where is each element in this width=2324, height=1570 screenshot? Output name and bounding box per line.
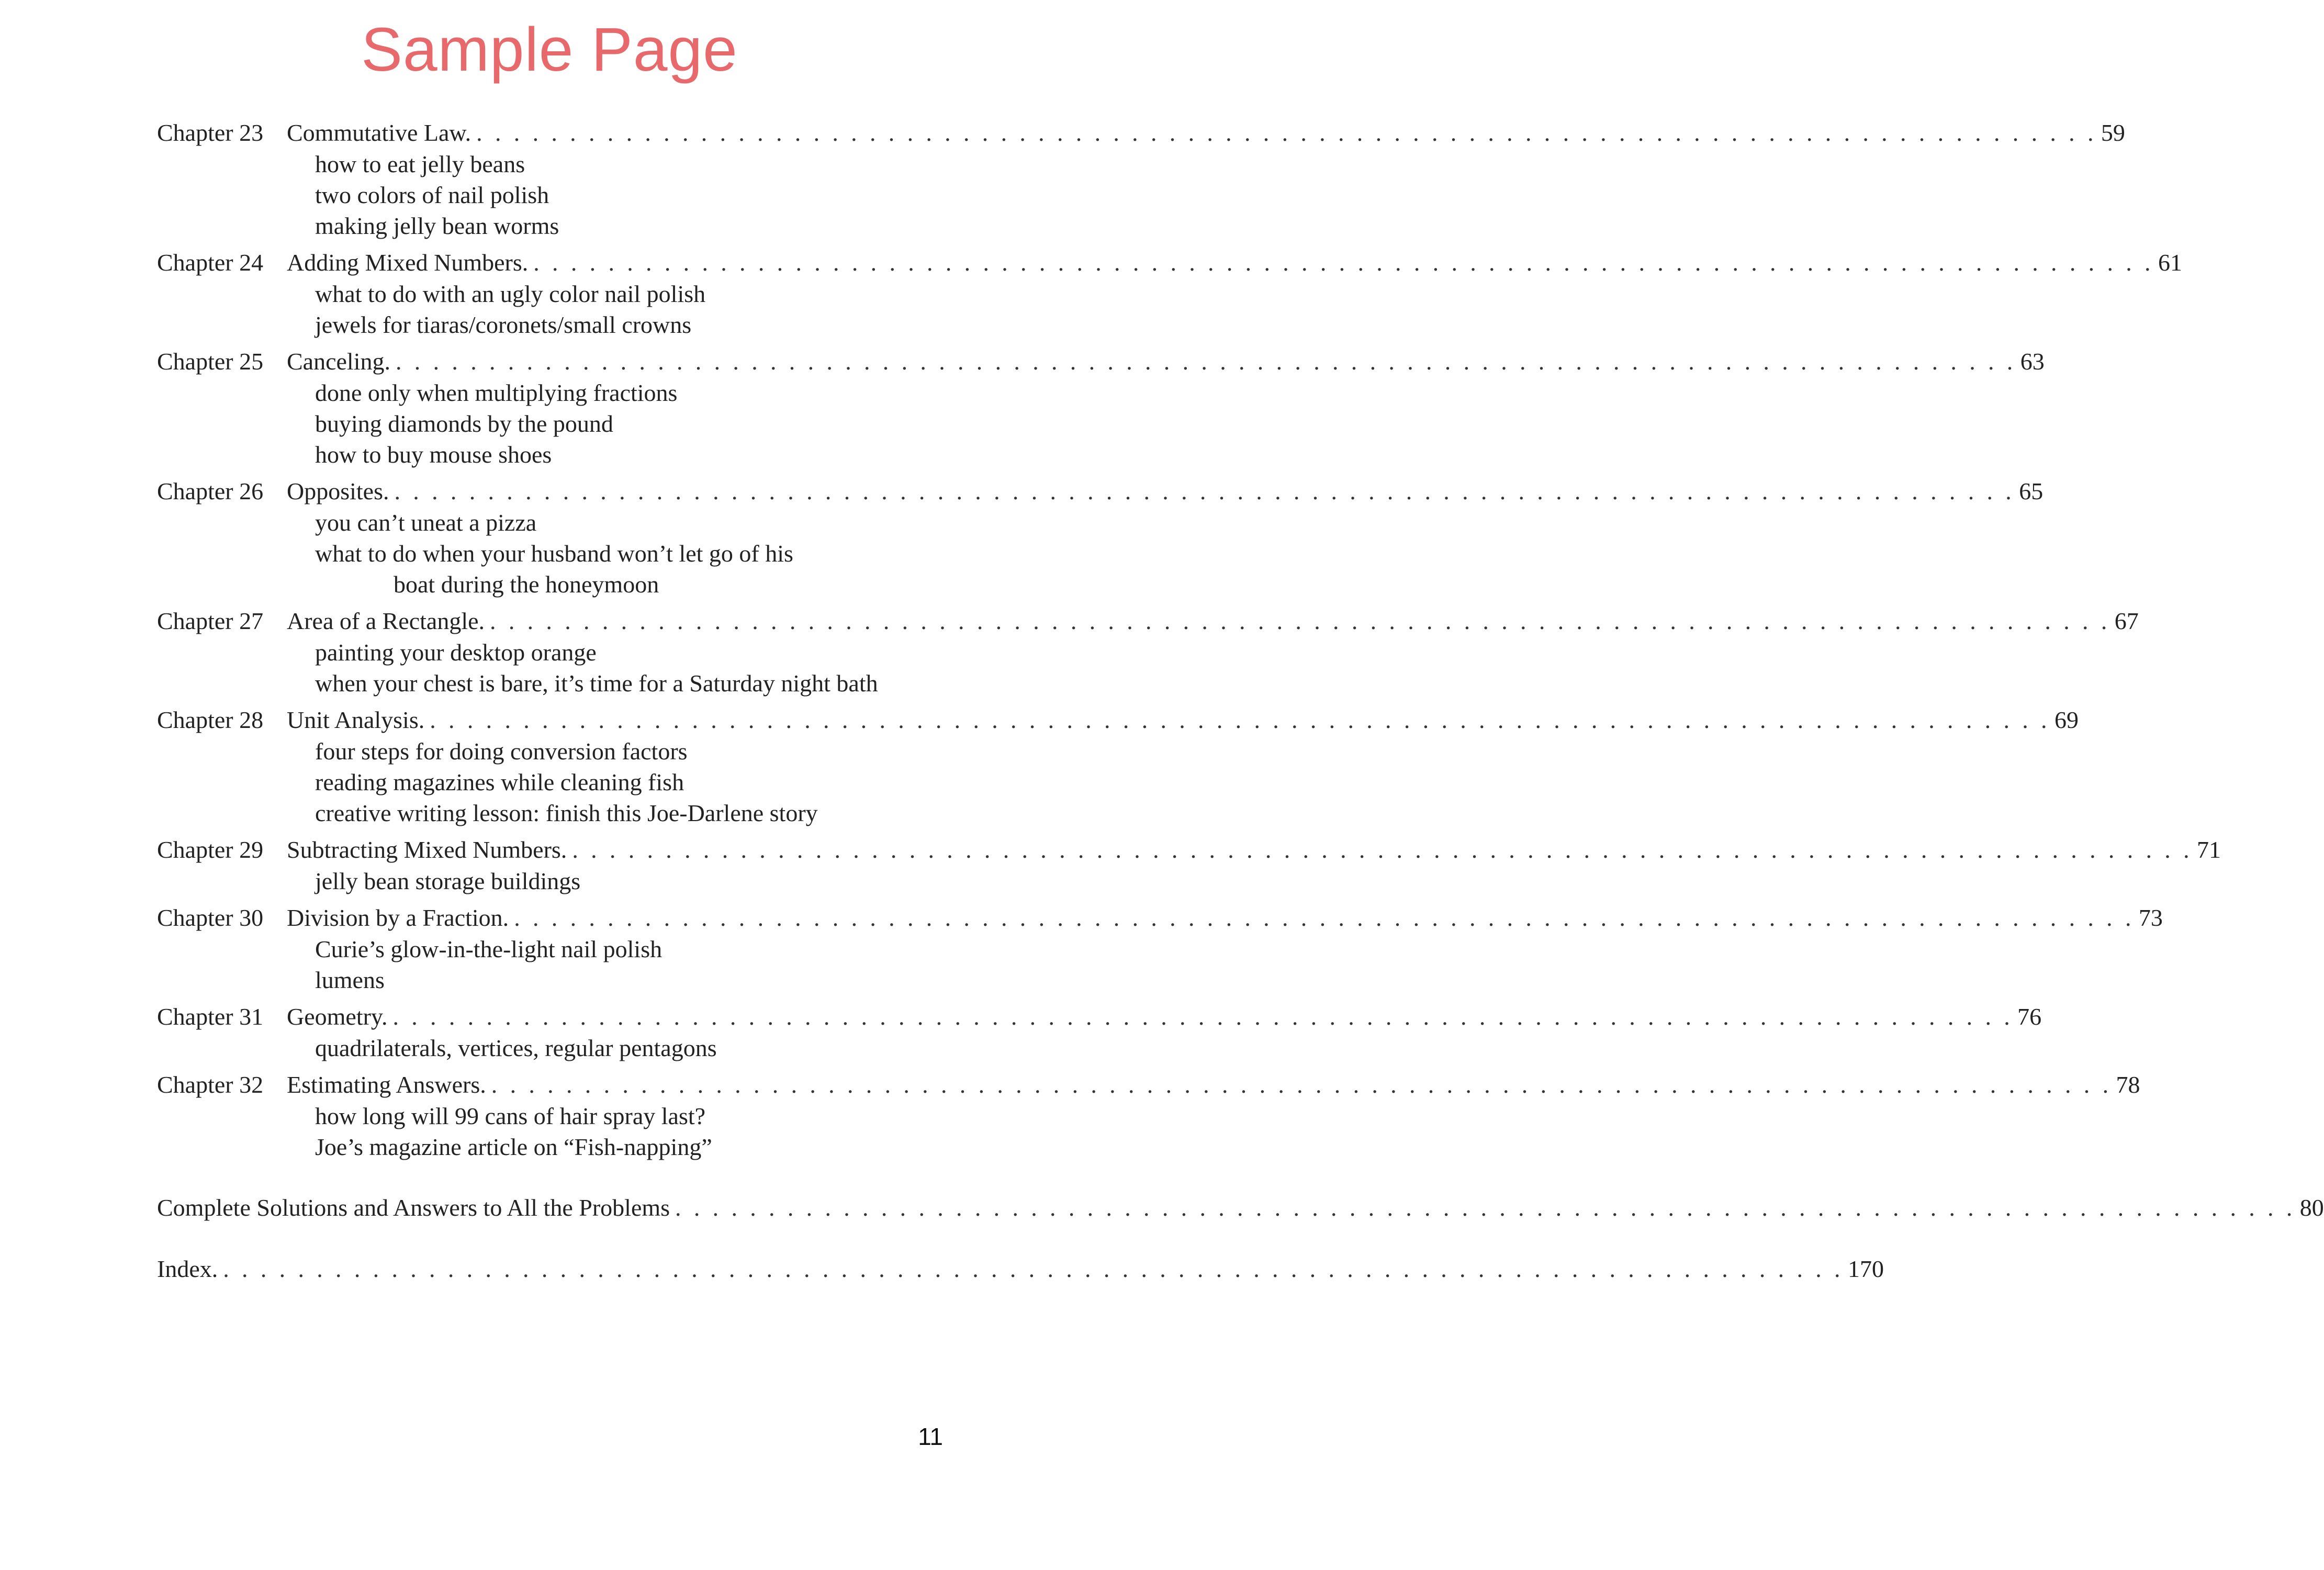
dot-leader: . . . . . . . . . . . . . . . . . . . . . . . . . . . . . . . . . . . . . . . . . . . . . . . . . . . . . . . . . . . . . . . . . . . . . . . . . . . . . . . . . . . . . . . [491, 1071, 2112, 1098]
chapter-number: Chapter 24 [157, 249, 264, 276]
chapter-topic: jelly bean storage buildings [315, 868, 581, 894]
chapter-number: Chapter 31 [157, 1003, 264, 1030]
dot-leader: . . . . . . . . . . . . . . . . . . . . . . . . . . . . . . . . . . . . . . . . . . . . . . . . . . . . . . . . . . . . . . . . . . . . . . . . . . . . . . . . . . . . . . . [223, 1255, 1844, 1282]
dot-leader: . . . . . . . . . . . . . . . . . . . . . . . . . . . . . . . . . . . . . . . . . . . . . . . . . . . . . . . . . . . . . . . . . . . . . . . . . . . . . . . . . . . . . . . [392, 1003, 2014, 1030]
toc-entry-index [157, 1253, 1884, 1285]
chapter-topic: jewels for tiaras/coronets/small crowns [315, 311, 692, 338]
chapter-title: Area of a Rectangle. [287, 608, 485, 634]
chapter-page: 65 [2019, 478, 2044, 504]
chapter-page: 59 [2101, 119, 2125, 146]
toc-entry-heading [157, 1069, 2140, 1101]
chapter-title: Canceling. [287, 348, 390, 375]
chapter-topic: Curie’s glow-in-the-light nail polish [315, 936, 663, 962]
toc-entry-chapter-31 [157, 1001, 2042, 1063]
dot-leader: . . . . . . . . . . . . . . . . . . . . . . . . . . . . . . . . . . . . . . . . . . . . . . . . . . . . . . . . . . . . . . . . . . . . . . . . . . . . . . . . . . . . . . . [514, 904, 2135, 931]
chapter-number: Chapter 29 [157, 836, 264, 863]
index-page: 170 [1847, 1255, 1884, 1282]
toc-entry-heading [157, 902, 2163, 934]
chapter-number: Chapter 28 [157, 706, 264, 733]
chapter-topic: two colors of nail polish [315, 182, 549, 208]
chapter-topic: you can’t uneat a pizza [315, 509, 537, 536]
chapter-topic: done only when multiplying fractions [315, 379, 678, 406]
chapter-number: Chapter 27 [157, 608, 264, 634]
chapter-title: Adding Mixed Numbers. [287, 249, 529, 276]
index-title: Index. [157, 1255, 218, 1282]
chapter-topic: when your chest is bare, it’s time for a Saturday night bath [315, 670, 878, 697]
chapter-topic: how long will 99 cans of hair spray last? [315, 1103, 706, 1129]
solutions-page: 80 [2299, 1194, 2324, 1221]
chapter-topic: making jelly bean worms [315, 212, 559, 239]
chapter-number: Chapter 25 [157, 348, 264, 375]
dot-leader: . . . . . . . . . . . . . . . . . . . . . . . . . . . . . . . . . . . . . . . . . . . . . . . . . . . . . . . . . . . . . . . . . . . . . . . . . . . . . . . . . . . . . . . [396, 348, 2016, 375]
chapter-topic: how to eat jelly beans [315, 151, 525, 177]
chapter-number: Chapter 26 [157, 478, 264, 504]
chapter-topic: what to do when your husband won’t let go of his [315, 540, 793, 567]
toc-entry-chapter-30 [157, 902, 2163, 995]
chapter-topic: how to buy mouse shoes [315, 441, 552, 468]
chapter-topic-continuation: boat during the honeymoon [394, 571, 659, 598]
chapter-title: Subtracting Mixed Numbers. [287, 836, 567, 863]
chapter-number: Chapter 30 [157, 904, 264, 931]
chapter-page: 67 [2114, 608, 2139, 634]
toc-entry-chapter-29 [157, 834, 2221, 896]
toc-entry-chapter-28 [157, 704, 2079, 828]
dot-leader: . . . . . . . . . . . . . . . . . . . . . . . . . . . . . . . . . . . . . . . . . . . . . . . . . . . . . . . . . . . . . . . . . . . . . . . . . . . . . . . . . . . . . . . [430, 706, 2050, 733]
chapter-topic: buying diamonds by the pound [315, 410, 613, 437]
chapter-title: Unit Analysis. [287, 706, 425, 733]
chapter-topic: Joe’s magazine article on “Fish-napping” [315, 1134, 712, 1160]
toc-entry-chapter-23 [157, 117, 2125, 241]
chapter-topic: reading magazines while cleaning fish [315, 769, 684, 795]
toc-entry-chapter-32 [157, 1069, 2140, 1162]
chapter-page: 69 [2054, 706, 2079, 733]
toc-entry-solutions [157, 1192, 2324, 1224]
chapter-page: 76 [2017, 1003, 2042, 1030]
toc-entry-heading [157, 1253, 1884, 1285]
chapter-number: Chapter 32 [157, 1071, 264, 1098]
chapter-title: Estimating Answers. [287, 1071, 486, 1098]
toc-entry-heading [157, 117, 2125, 149]
sample-page-watermark: Sample Page [361, 15, 738, 84]
chapter-title: Commutative Law. [287, 119, 471, 146]
chapter-topic: quadrilaterals, vertices, regular pentagons [315, 1035, 717, 1061]
chapter-title: Geometry. [287, 1003, 388, 1030]
chapter-topic: painting your desktop orange [315, 639, 597, 666]
toc-entry-heading [157, 1192, 2324, 1224]
toc-entry-heading [157, 605, 2139, 637]
chapter-number: Chapter 23 [157, 119, 264, 146]
chapter-topic: what to do with an ugly color nail polish [315, 281, 706, 307]
toc-entry-chapter-27 [157, 605, 2139, 699]
dot-leader: . . . . . . . . . . . . . . . . . . . . . . . . . . . . . . . . . . . . . . . . . . . . . . . . . . . . . . . . . . . . . . . . . . . . . . . . . . . . . . . . . . . . . . . [533, 249, 2154, 276]
solutions-title: Complete Solutions and Answers to All the Problems [157, 1194, 670, 1221]
chapter-topic: four steps for doing conversion factors [315, 738, 688, 765]
dot-leader: . . . . . . . . . . . . . . . . . . . . . . . . . . . . . . . . . . . . . . . . . . . . . . . . . . . . . . . . . . . . . . . . . . . . . . . . . . . . . . . . . . . . . . . [490, 608, 2110, 634]
dot-leader: . . . . . . . . . . . . . . . . . . . . . . . . . . . . . . . . . . . . . . . . . . . . . . . . . . . . . . . . . . . . . . . . . . . . . . . . . . . . . . . . . . . . . . . [675, 1194, 2296, 1221]
toc-entry-heading [157, 476, 2044, 507]
table-of-contents [157, 117, 2324, 1285]
toc-entry-chapter-25 [157, 346, 2045, 470]
toc-entry-heading [157, 834, 2221, 866]
dot-leader: . . . . . . . . . . . . . . . . . . . . . . . . . . . . . . . . . . . . . . . . . . . . . . . . . . . . . . . . . . . . . . . . . . . . . . . . . . . . . . . . . . . . . . . [572, 836, 2193, 863]
chapter-title: Division by a Fraction. [287, 904, 509, 931]
toc-entry-chapter-26 [157, 476, 2044, 600]
chapter-page: 71 [2197, 836, 2221, 863]
toc-entry-heading [157, 1001, 2042, 1033]
chapter-title: Opposites. [287, 478, 389, 504]
toc-entry-heading [157, 346, 2045, 377]
page-number: 11 [918, 1423, 943, 1450]
chapter-topic: creative writing lesson: finish this Joe-Darlene story [315, 800, 818, 826]
dot-leader: . . . . . . . . . . . . . . . . . . . . . . . . . . . . . . . . . . . . . . . . . . . . . . . . . . . . . . . . . . . . . . . . . . . . . . . . . . . . . . . . . . . . . . . [476, 119, 2097, 146]
toc-entry-heading [157, 247, 2182, 278]
chapter-page: 63 [2020, 348, 2045, 375]
chapter-page: 78 [2116, 1071, 2140, 1098]
chapter-page: 61 [2158, 249, 2182, 276]
toc-entry-heading [157, 704, 2079, 736]
chapter-topic: lumens [315, 967, 385, 993]
dot-leader: . . . . . . . . . . . . . . . . . . . . . . . . . . . . . . . . . . . . . . . . . . . . . . . . . . . . . . . . . . . . . . . . . . . . . . . . . . . . . . . . . . . . . . . [394, 478, 2015, 504]
chapter-page: 73 [2138, 904, 2163, 931]
toc-entry-chapter-24 [157, 247, 2182, 340]
